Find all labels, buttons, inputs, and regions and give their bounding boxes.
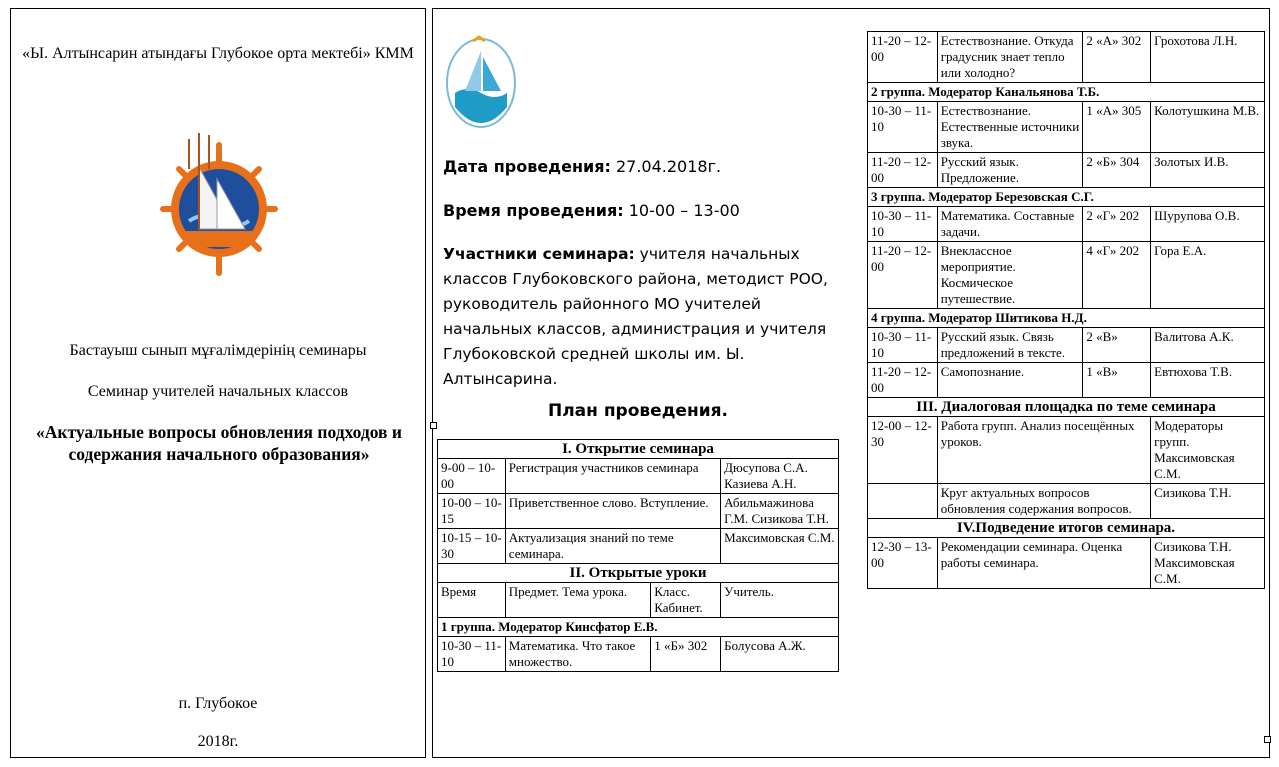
responsible-cell: Дюсупова С.А. Казиева А.Н. (721, 459, 839, 494)
event-cell: Рекомендации семинара. Оценка работы семинара. (937, 538, 1150, 589)
event-cell: Актуализация знаний по теме семинара. (505, 529, 720, 564)
table-row (868, 32, 1265, 83)
event-cell: Работа групп. Анализ посещённых уроков. (937, 417, 1150, 484)
time-cell: 11-20 – 12-00 (868, 242, 938, 309)
class-cell: 2 «А» 302 (1083, 32, 1151, 83)
section-dialogue: III. Диалоговая площадка по теме семинара (868, 398, 1265, 417)
participants-label: Участники семинара: (443, 245, 635, 263)
subject-cell: Естествознание. Откуда градусник знает тепло или холодно? (937, 32, 1083, 83)
subject-cell: Естествознание. Естественные источники звука. (937, 102, 1083, 153)
time-cell: 12-00 – 12-30 (868, 417, 938, 484)
class-cell: 2 «Б» 304 (1083, 153, 1151, 188)
time-cell: 11-20 – 12-00 (868, 32, 938, 83)
event-cell: Приветственное слово. Вступление. (505, 494, 720, 529)
header-subject: Предмет. Тема урока. (505, 583, 650, 618)
responsible-cell: Максимовская С.М. (721, 529, 839, 564)
group-3-header: 3 группа. Модератор Березовская С.Г. (868, 188, 1265, 207)
time-cell: 10-30 – 11-10 (438, 637, 506, 672)
time-line (443, 201, 740, 220)
table-row (868, 484, 1265, 519)
sailboat-logo (441, 31, 521, 131)
event-cell: Регистрация участников семинара (505, 459, 720, 494)
subject-cell: Русский язык. Связь предложений в тексте. (937, 328, 1083, 363)
resize-handle (430, 422, 437, 429)
participants-value: учителя начальных классов Глубоковского района, методист РОО, руководитель районного МО учителей начальных классов, администрация и учителя Глубоковской средней школы им. Ы. Алтынсарина. (443, 245, 828, 388)
cover-page (10, 8, 426, 758)
subtitle-kz: Бастауыш сынып мұғалімдерінің семинары (69, 342, 367, 359)
class-cell: 2 «В» (1083, 328, 1151, 363)
time-cell: 11-20 – 12-00 (868, 363, 938, 398)
section-summary: IV.Подведение итогов семинара. (868, 519, 1265, 538)
teacher-cell: Болусова А.Ж. (721, 637, 839, 672)
participants (443, 242, 833, 392)
teacher-cell: Евтюхова Т.В. (1151, 363, 1265, 398)
section-opening: I. Открытие семинара (438, 440, 839, 459)
table-row (868, 417, 1265, 484)
teacher-cell: Шурупова О.В. (1151, 207, 1265, 242)
responsible-cell: Модераторы групп. Максимовская С.М. (1151, 417, 1265, 484)
time-cell: 10-30 – 11-10 (868, 207, 938, 242)
table-row (868, 102, 1265, 153)
responsible-cell: Сизикова Т.Н. Максимовская С.М. (1151, 538, 1265, 589)
table-row (438, 494, 839, 529)
class-cell: 1 «А» 305 (1083, 102, 1151, 153)
teacher-cell: Гора Е.А. (1151, 242, 1265, 309)
time-cell (868, 484, 938, 519)
resize-handle (1264, 736, 1271, 743)
date-line (443, 157, 721, 176)
header-teacher: Учитель. (721, 583, 839, 618)
table-row (868, 207, 1265, 242)
responsible-cell: Сизикова Т.Н. (1151, 484, 1265, 519)
time-cell: 9-00 – 10-00 (438, 459, 506, 494)
table-header-row (438, 583, 839, 618)
subject-cell: Математика. Составные задачи. (937, 207, 1083, 242)
teacher-cell: Колотушкина М.В. (1151, 102, 1265, 153)
time-cell: 11-20 – 12-00 (868, 153, 938, 188)
date-label: Дата проведения: (443, 157, 611, 176)
ship-wheel-logo (159, 121, 279, 281)
time-cell: 10-15 – 10-30 (438, 529, 506, 564)
subject-cell: Математика. Что такое множество. (505, 637, 650, 672)
teacher-cell: Валитова А.К. (1151, 328, 1265, 363)
event-cell: Круг актуальных вопросов обновления содержания вопросов. (937, 484, 1150, 519)
time-label: Время проведения: (443, 201, 624, 220)
place: п. Глубокое (178, 695, 258, 712)
year: 2018г. (197, 733, 239, 750)
group-4-header: 4 группа. Модератор Шитикова Н.Д. (868, 309, 1265, 328)
seminar-title: «Актуальные вопросы обновления подходов и содержания начального образования» (36, 422, 402, 464)
header-time: Время (438, 583, 506, 618)
teacher-cell: Золотых И.В. (1151, 153, 1265, 188)
group-2-header: 2 группа. Модератор Канальянова Т.Б. (868, 83, 1265, 102)
date-value: 27.04.2018г. (615, 157, 722, 176)
section-open-lessons: II. Открытые уроки (438, 564, 839, 583)
header-class: Класс. Кабинет. (651, 583, 721, 618)
program-table-part1 (437, 439, 839, 672)
table-row (868, 328, 1265, 363)
table-row (868, 538, 1265, 589)
time-cell: 10-00 – 10-15 (438, 494, 506, 529)
subject-cell: Самопознание. (937, 363, 1083, 398)
time-cell: 10-30 – 11-10 (868, 328, 938, 363)
subtitle-ru: Семинар учителей начальных классов (87, 383, 349, 400)
table-row (868, 363, 1265, 398)
table-row (868, 153, 1265, 188)
teacher-cell: Грохотова Л.Н. (1151, 32, 1265, 83)
responsible-cell: Абильмажинова Г.М. Сизикова Т.Н. (721, 494, 839, 529)
subject-cell: Русский язык. Предложение. (937, 153, 1083, 188)
table-row (438, 637, 839, 672)
table-row (438, 529, 839, 564)
class-cell: 2 «Г» 202 (1083, 207, 1151, 242)
time-cell: 10-30 – 11-10 (868, 102, 938, 153)
group-1-header: 1 группа. Модератор Кинсфатор Е.В. (438, 618, 839, 637)
time-cell: 12-30 – 13-00 (868, 538, 938, 589)
plan-title: План проведения. (548, 401, 728, 421)
class-cell: 1 «В» (1083, 363, 1151, 398)
subject-cell: Внеклассное мероприятие. Космическое путешествие. (937, 242, 1083, 309)
class-cell: 4 «Г» 202 (1083, 242, 1151, 309)
table-row (438, 459, 839, 494)
school-name: «Ы. Алтынсарин атындағы Глубокое орта мектебі» КММ (22, 45, 414, 62)
program-table-part2 (867, 31, 1265, 589)
program-page (432, 8, 1270, 758)
class-cell: 1 «Б» 302 (651, 637, 721, 672)
time-value: 10-00 – 13-00 (628, 201, 740, 220)
table-row (868, 242, 1265, 309)
